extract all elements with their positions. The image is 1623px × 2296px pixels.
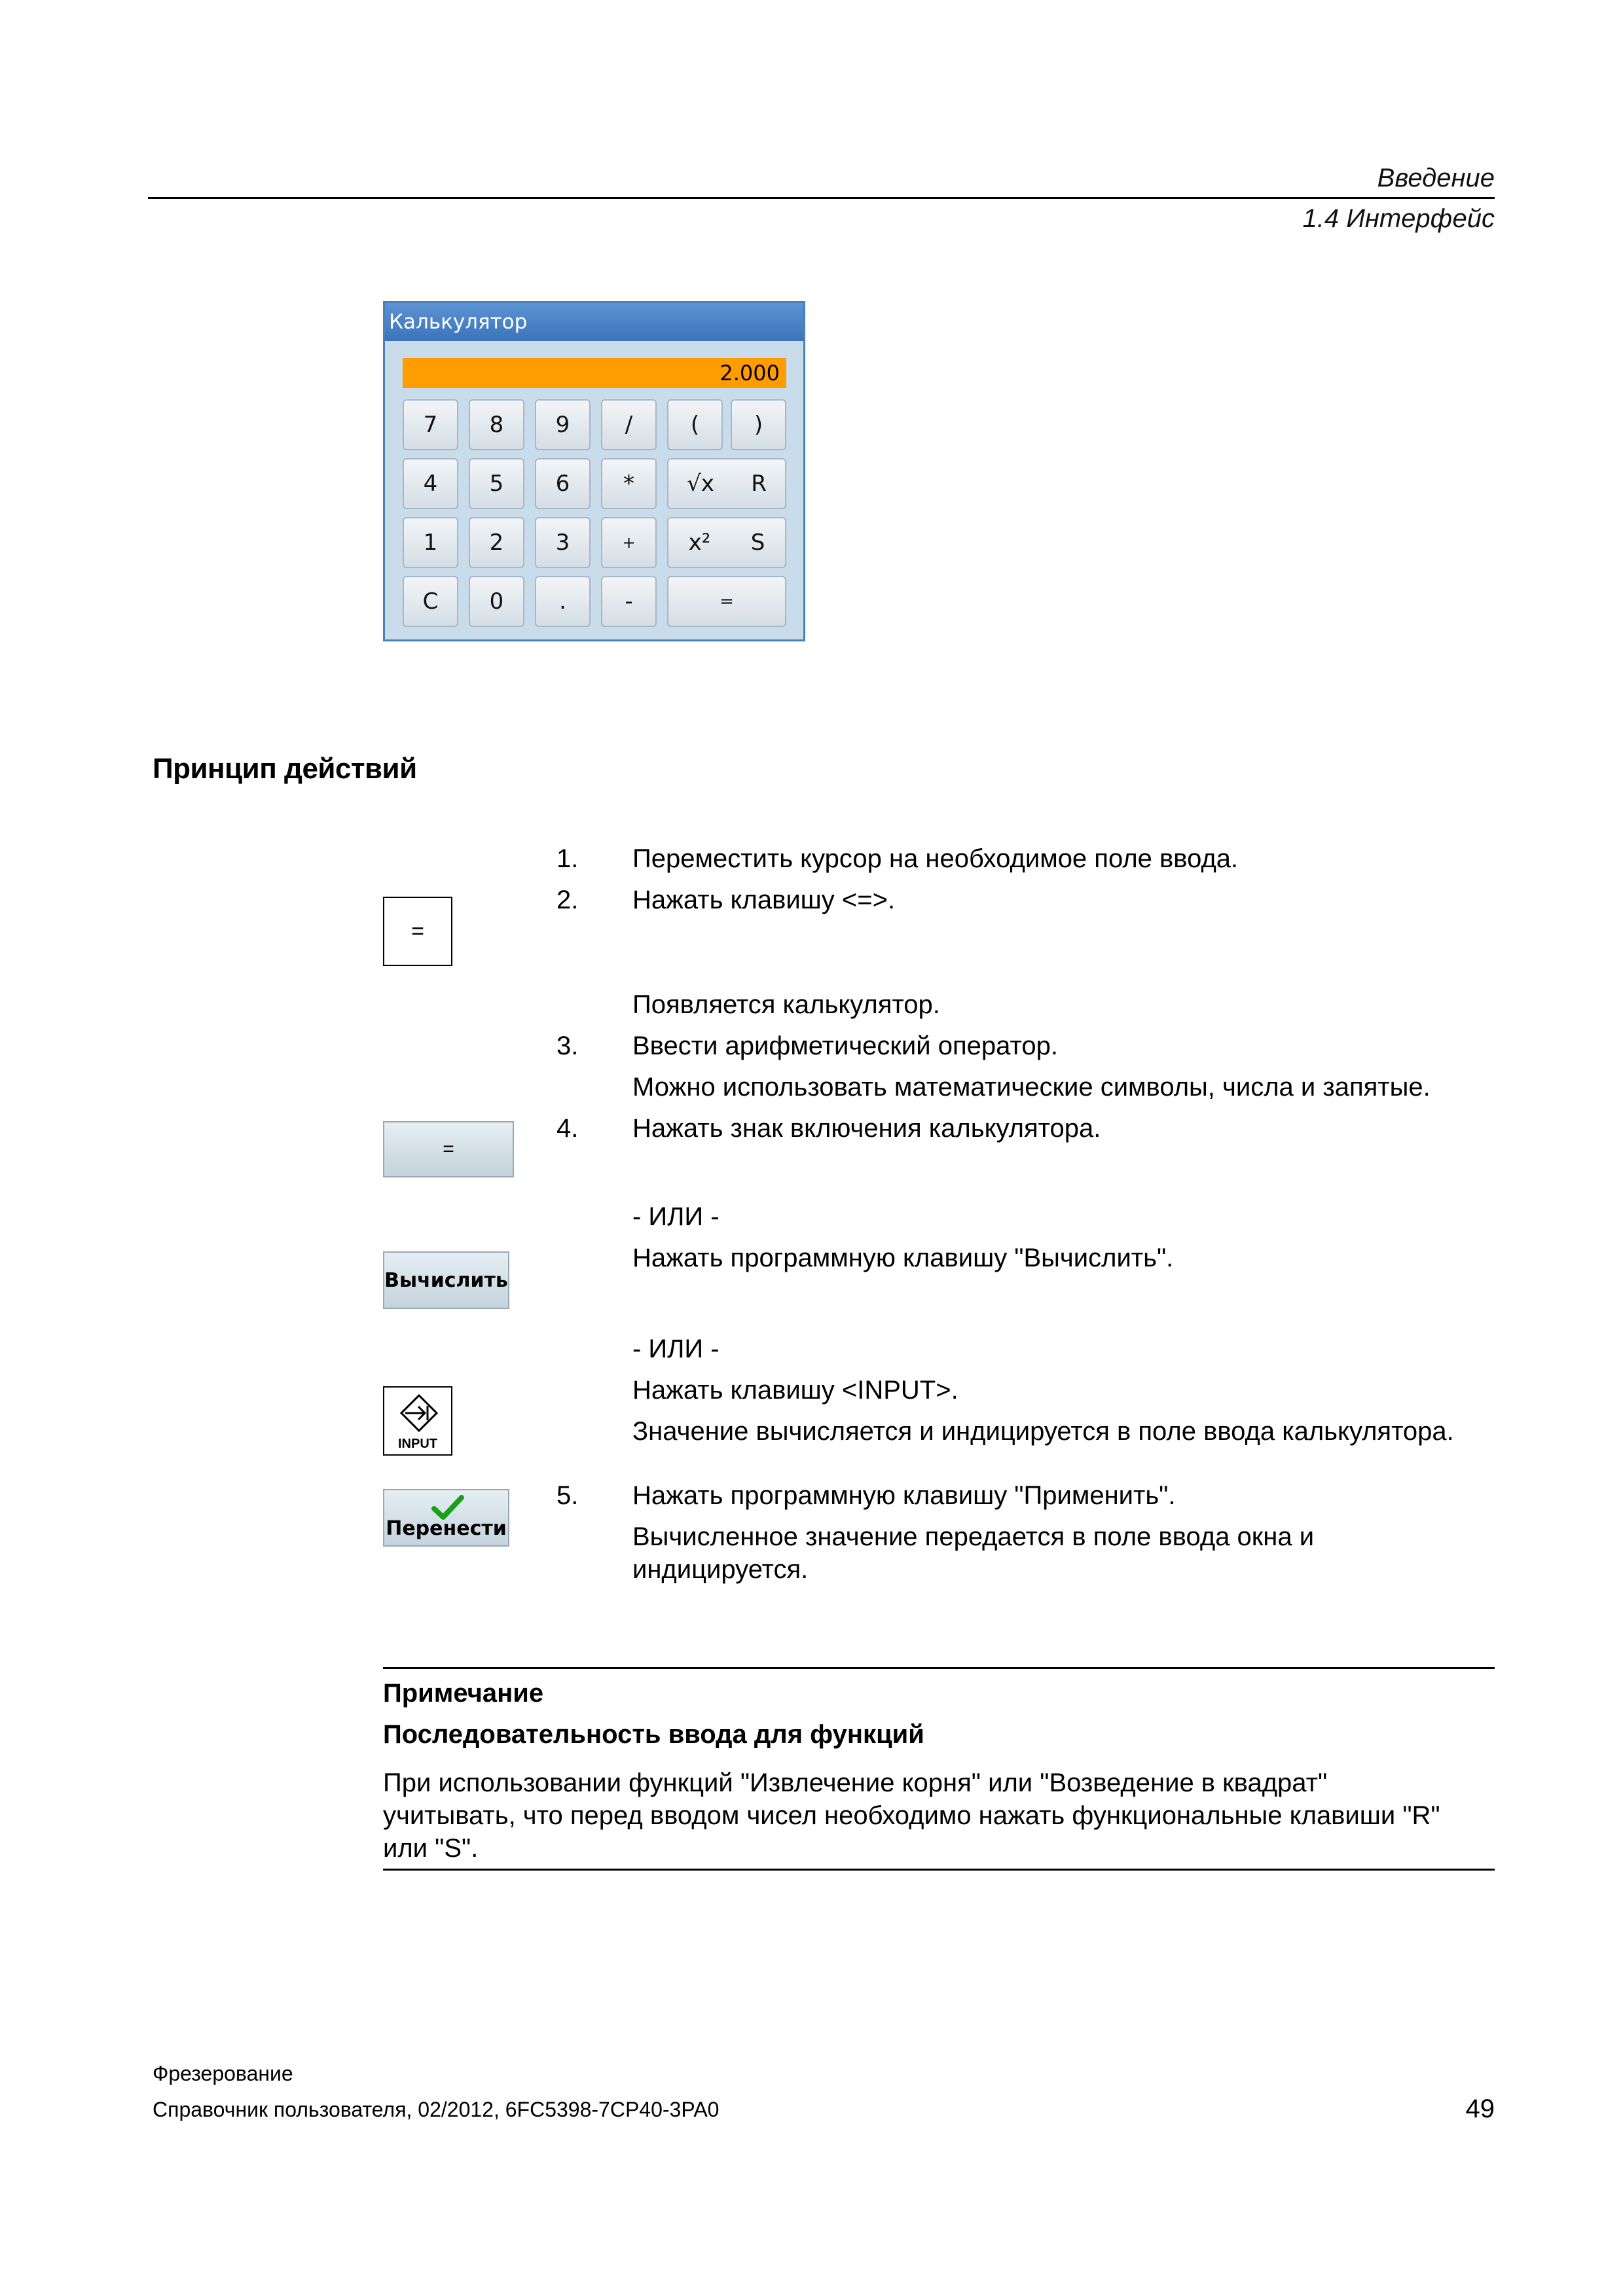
header-rule [148, 197, 1495, 199]
calculator-window [383, 301, 805, 641]
calc-key-left-paren[interactable]: ( [667, 399, 723, 450]
step-text: Переместить курсор на необходимое поле ввода. [632, 844, 1239, 873]
calc-key-plus[interactable]: + [601, 517, 657, 568]
calc-key-3[interactable]: 3 [535, 517, 591, 568]
input-key-icon [383, 1386, 452, 1456]
note-text-line: или "S". [383, 1834, 479, 1863]
header-section: 1.4 Интерфейс [1302, 204, 1495, 233]
step-text: Нажать клавишу <=>. [632, 886, 896, 914]
checkmark-icon [431, 1494, 464, 1520]
calc-key-4[interactable]: 4 [403, 458, 458, 509]
step-text: индицируется. [632, 1555, 809, 1584]
calc-key-0[interactable]: 0 [469, 576, 524, 627]
note-top-rule [383, 1667, 1495, 1669]
input-key-label: INPUT [398, 1437, 437, 1451]
note-text-line: При использовании функций "Извлечение корня" или "Возведение в квадрат" [383, 1768, 1328, 1797]
calc-key-right-paren[interactable]: ) [731, 399, 786, 450]
calc-key-clear[interactable]: C [403, 576, 458, 627]
input-arrow-icon [399, 1393, 439, 1433]
calc-key-s-label: S [750, 529, 765, 556]
section-heading: Принцип действий [153, 753, 417, 785]
calculate-softkey-label: Вычислить [384, 1268, 508, 1292]
or-separator: - ИЛИ - [632, 1335, 720, 1363]
header-chapter: Введение [1377, 164, 1495, 192]
equals-key-icon [383, 897, 452, 966]
step-text: Нажать программную клавишу "Вычислить". [632, 1244, 1174, 1272]
calc-key-decimal[interactable]: . [535, 576, 591, 627]
equals-softkey-label: = [443, 1138, 454, 1160]
calc-key-2[interactable]: 2 [469, 517, 524, 568]
or-separator: - ИЛИ - [632, 1202, 720, 1231]
step-text: Значение вычисляется и индицируется в поле ввода калькулятора. [632, 1417, 1454, 1446]
calc-key-9[interactable]: 9 [535, 399, 591, 450]
step-number: 4. [556, 1114, 579, 1143]
step-text: Нажать клавишу <INPUT>. [632, 1376, 958, 1405]
equals-key-label: = [411, 918, 424, 944]
step-number: 5. [556, 1481, 579, 1510]
calculate-softkey-icon [383, 1251, 509, 1309]
calc-key-sqrt-label: √x [687, 471, 714, 497]
calc-key-6[interactable]: 6 [535, 458, 591, 509]
note-text-line: учитывать, что перед вводом чисел необходимо нажать функциональные клавиши "R" [383, 1801, 1440, 1830]
calc-key-multiply[interactable]: * [601, 458, 657, 509]
calc-key-square-label: x² [688, 529, 711, 556]
note-subtitle: Последовательность ввода для функций [383, 1720, 924, 1749]
apply-softkey-icon [383, 1489, 509, 1547]
equals-softkey-icon [383, 1121, 514, 1177]
footer-doc-info: Справочник пользователя, 02/2012, 6FC5398-7CP40-3PA0 [153, 2098, 720, 2121]
calc-key-equals[interactable]: = [667, 576, 786, 627]
step-number: 3. [556, 1031, 579, 1060]
calculator-title: Калькулятор [385, 303, 803, 341]
calc-key-5[interactable]: 5 [469, 458, 524, 509]
calc-key-sqrt-r[interactable] [667, 458, 786, 509]
step-text: Ввести арифметический оператор. [632, 1031, 1058, 1060]
step-text: Вычисленное значение передается в поле ввода окна и [632, 1522, 1315, 1551]
calc-key-square-s[interactable] [667, 517, 786, 568]
calculator-display[interactable]: 2.000 [403, 358, 786, 388]
step-number: 2. [556, 886, 579, 914]
calc-key-r-label: R [751, 471, 767, 497]
apply-softkey-label: Перенести [386, 1517, 507, 1540]
calc-key-8[interactable]: 8 [469, 399, 524, 450]
step-number: 1. [556, 844, 579, 873]
calc-key-7[interactable]: 7 [403, 399, 458, 450]
calc-key-minus[interactable]: - [601, 576, 657, 627]
calc-key-divide[interactable]: / [601, 399, 657, 450]
footer-title: Фрезерование [153, 2062, 293, 2085]
page-number: 49 [1465, 2094, 1495, 2123]
step-text: Можно использовать математические символы, числа и запятые. [632, 1073, 1431, 1102]
calc-key-1[interactable]: 1 [403, 517, 458, 568]
note-title: Примечание [383, 1679, 544, 1708]
note-bottom-rule [383, 1869, 1495, 1871]
step-text: Появляется калькулятор. [632, 990, 940, 1019]
step-text: Нажать знак включения калькулятора. [632, 1114, 1101, 1143]
step-text: Нажать программную клавишу "Применить". [632, 1481, 1176, 1510]
